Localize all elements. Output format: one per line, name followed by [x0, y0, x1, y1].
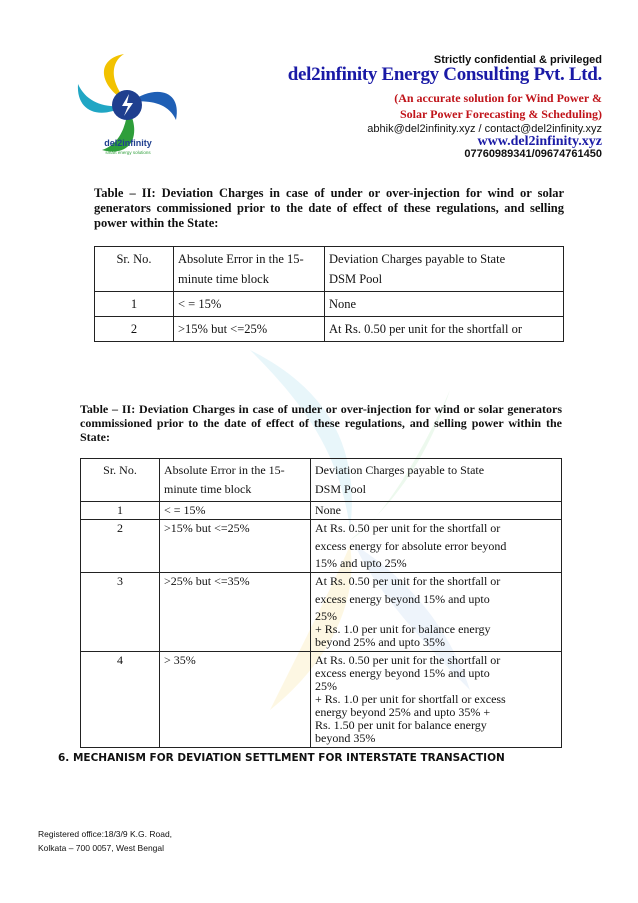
- table1-caption: Table – II: Deviation Charges in case of under or over-injection for wind or solar generators commissioned prior to the date of effect of these regulations, and selling power within the State:: [94, 186, 564, 230]
- cell-sr: 2: [95, 317, 174, 342]
- cell-charge: At Rs. 0.50 per unit for the shortfall or: [325, 317, 564, 342]
- cell-error: > 35%: [160, 652, 311, 748]
- cell-charge: None: [325, 292, 564, 317]
- table-header-row: [81, 459, 562, 502]
- table-header-row: [95, 247, 564, 292]
- contact-phones: 07760989341/09674761450: [464, 148, 602, 160]
- table-row: [81, 573, 562, 652]
- table-row: [95, 317, 564, 342]
- company-logo: [72, 50, 184, 162]
- tagline-line2: Solar Power Forecasting & Scheduling): [400, 107, 602, 121]
- cell-charge: At Rs. 0.50 per unit for the shortfall or excess energy beyond 15% and upto 25% + Rs. 1.0 per unit for balance energy beyond 25% and upto 35%: [311, 573, 562, 652]
- table-row: [95, 292, 564, 317]
- table1-image-crop: [90, 244, 570, 342]
- header-absolute-error: Absolute Error in the 15- minute time block: [174, 247, 325, 292]
- cell-error: >15% but <=25%: [160, 520, 311, 573]
- website-link[interactable]: www.del2infinity.xyz: [477, 134, 602, 149]
- section-heading: 6. MECHANISM FOR DEVIATION SETTLMENT FOR INTERSTATE TRANSACTION: [58, 752, 505, 764]
- svg-text:del2infinity: del2infinity: [104, 138, 152, 148]
- table1: [94, 246, 564, 342]
- cell-charge: None: [311, 502, 562, 520]
- cell-error: >25% but <=35%: [160, 573, 311, 652]
- cell-charge: At Rs. 0.50 per unit for the shortfall or excess energy for absolute error beyond 15% and upto 25%: [311, 520, 562, 573]
- footer-address-line2: Kolkata – 700 0057, West Bengal: [38, 843, 165, 853]
- table2: [80, 458, 562, 748]
- table-row: [81, 652, 562, 748]
- header-sr-no: Sr. No.: [81, 459, 160, 502]
- svg-text:smart energy solutions: smart energy solutions: [105, 150, 151, 155]
- cell-sr: 4: [81, 652, 160, 748]
- cell-sr: 1: [81, 502, 160, 520]
- footer-address-line1: Registered office:18/3/9 K.G. Road,: [38, 829, 173, 839]
- header-absolute-error: Absolute Error in the 15- minute time block: [160, 459, 311, 502]
- confidential-label: Strictly confidential & privileged: [433, 54, 602, 66]
- header-deviation-charges: Deviation Charges payable to State DSM Pool: [325, 247, 564, 292]
- cell-error: < = 15%: [174, 292, 325, 317]
- header-sr-no: Sr. No.: [95, 247, 174, 292]
- cell-charge: At Rs. 0.50 per unit for the shortfall or excess energy beyond 15% and upto 25% + Rs. 1.0 per unit for shortfall or excess energy beyond 25% and upto 35% + Rs. 1.50 per unit for balance energy beyond 35%: [311, 652, 562, 748]
- cell-error: >15% but <=25%: [174, 317, 325, 342]
- cell-sr: 2: [81, 520, 160, 573]
- cell-error: < = 15%: [160, 502, 311, 520]
- table-row: [81, 520, 562, 573]
- contact-emails[interactable]: abhik@del2infinity.xyz / contact@del2infinity.xyz: [367, 123, 602, 135]
- table-row: [81, 502, 562, 520]
- cell-sr: 1: [95, 292, 174, 317]
- table2-caption: Table – II: Deviation Charges in case of under or over-injection for wind or solar generators commissioned prior to the date of effect of these regulations, and selling power within the State:: [80, 402, 562, 444]
- header-deviation-charges: Deviation Charges payable to State DSM Pool: [311, 459, 562, 502]
- tagline-line1: (An accurate solution for Wind Power &: [394, 91, 602, 105]
- company-name: del2infinity Energy Consulting Pvt. Ltd.: [287, 64, 602, 85]
- cell-sr: 3: [81, 573, 160, 652]
